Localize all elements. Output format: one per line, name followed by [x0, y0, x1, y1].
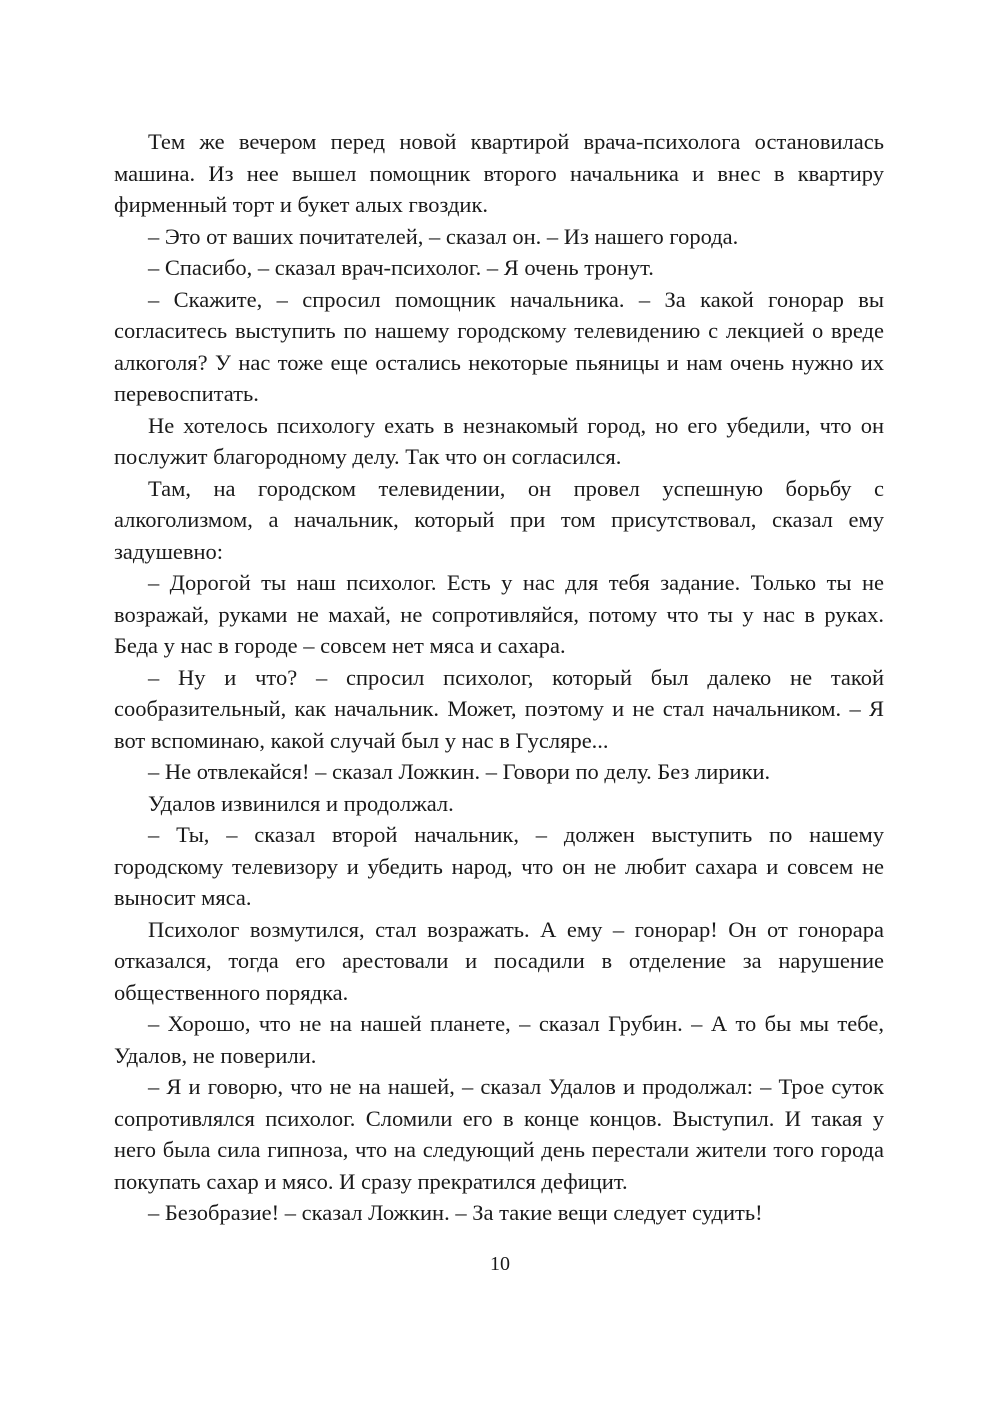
paragraph: – Хорошо, что не на нашей планете, – сказал Грубин. – А то бы мы тебе, Удалов, не поверили. — [114, 1011, 884, 1068]
paragraph: – Безобразие! – сказал Ложкин. – За такие вещи следует судить! — [148, 1200, 763, 1225]
paragraph: – Не отвлекайся! – сказал Ложкин. – Говори по делу. Без лирики. — [148, 759, 771, 784]
page-number: 10 — [490, 1253, 510, 1275]
paragraph: Психолог возмутился, стал возражать. А ему – гонорар! Он от гонорара отказался, тогда его арестовали и посадили в отделение за нарушение общественного порядка. — [114, 916, 884, 1005]
paragraph: – Ну и что? – спросил психолог, который был далеко не такой сообразительный, как начальник. Может, поэтому и не стал начальником. – Я вот вспоминаю, какой случай был у нас в Гусляре... — [114, 664, 884, 753]
paragraph: – Спасибо, – сказал врач-психолог. – Я очень тронут. — [148, 255, 654, 280]
paragraph: Там, на городском телевидении, он провел успешную борьбу с алкоголизмом, а начальник, который при том присутствовал, сказал ему задушевно: — [114, 475, 884, 564]
paragraph: – Это от ваших почитателей, – сказал он. – Из нашего города. — [148, 223, 739, 249]
paragraph: – Скажите, – спросил помощник начальника. – За какой гонорар вы согласитесь выступить по нашему городскому телевидению с лекцией о вреде алкоголя? У нас тоже еще остались некоторые пьяницы и нам очень нужно их перевоспитать. — [114, 286, 884, 406]
paragraph: Не хотелось психологу ехать в незнакомый город, но его убедили, что он послужит благородному делу. Так что он согласился. — [114, 412, 884, 469]
paragraph: – Я и говорю, что не на нашей, – сказал Удалов и продолжал: – Трое суток сопротивлялся психолог. Сломили его в конце концов. Выступил. И такая у него была сила гипноза, что на следующий день перестали жители того города покупать сахар и мясо. И сразу прекратился дефицит. — [114, 1074, 884, 1194]
paragraph: Удалов извинился и продолжал. — [148, 790, 454, 816]
paragraph: – Ты, – сказал второй начальник, – должен выступить по нашему городскому телевизору и убедить народ, что он не любит сахара и совсем не выносит мяса. — [114, 822, 884, 910]
body-text — [114, 126, 884, 1229]
paragraph: Тем же вечером перед новой квартирой врача-психолога остановилась машина. Из нее вышел помощник второго начальника и внес в квартиру фирменный торт и букет алых гвоздик. — [114, 129, 884, 217]
paragraph: – Дорогой ты наш психолог. Есть у нас для тебя задание. Только ты не возражай, руками не махай, не сопротивляйся, потому что ты у нас в руках. Беда у нас в городе – совсем нет мяса и сахара. — [114, 570, 884, 658]
